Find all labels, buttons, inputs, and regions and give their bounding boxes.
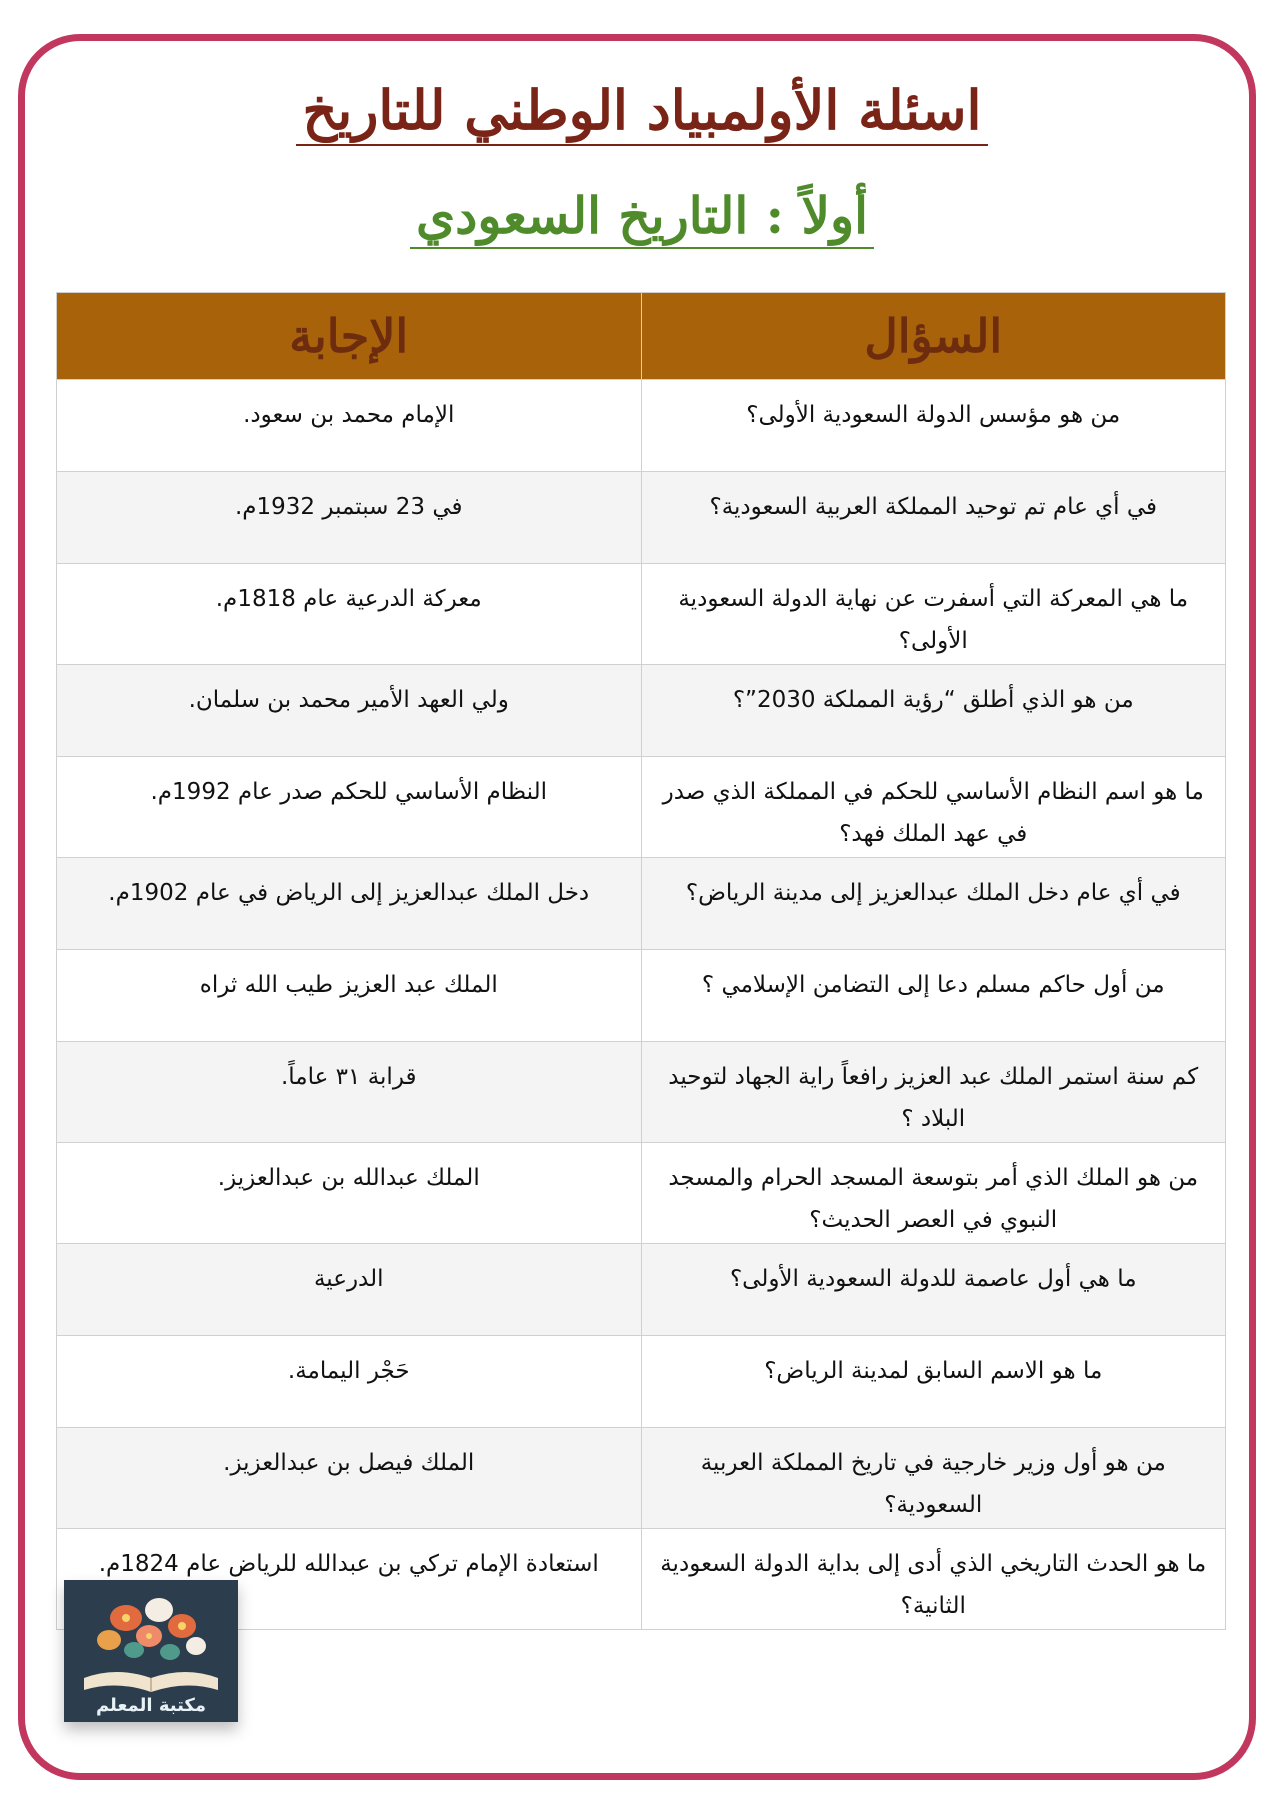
section-title <box>0 186 1284 245</box>
qa-table <box>56 292 1226 1630</box>
answer-cell: الملك فيصل بن عبدالعزيز. <box>57 1428 642 1529</box>
question-cell: من هو الملك الذي أمر بتوسعة المسجد الحرام والمسجد النبوي في العصر الحديث؟ <box>641 1143 1226 1244</box>
answer-cell: حَجْر اليمامة. <box>57 1336 642 1428</box>
question-cell: كم سنة استمر الملك عبد العزيز رافعاً راية الجهاد لتوحيد البلاد ؟ <box>641 1042 1226 1143</box>
answer-cell: الملك عبدالله بن عبدالعزيز. <box>57 1143 642 1244</box>
answer-cell: ولي العهد الأمير محمد بن سلمان. <box>57 665 642 757</box>
table-row <box>57 472 1226 564</box>
question-cell: من هو مؤسس الدولة السعودية الأولى؟ <box>641 380 1226 472</box>
table-row <box>57 1143 1226 1244</box>
page-title-text: اسئلة الأولمبياد الوطني للتاريخ <box>296 78 987 146</box>
question-cell: ما هي أول عاصمة للدولة السعودية الأولى؟ <box>641 1244 1226 1336</box>
table-header-row <box>57 293 1226 380</box>
table-row <box>57 757 1226 858</box>
answer-cell: معركة الدرعية عام 1818م. <box>57 564 642 665</box>
page-title <box>0 78 1284 142</box>
answer-cell: قرابة ٣١ عاماً. <box>57 1042 642 1143</box>
answer-cell: الملك عبد العزيز طيب الله ثراه <box>57 950 642 1042</box>
question-cell: من هو أول وزير خارجية في تاريخ المملكة العربية السعودية؟ <box>641 1428 1226 1529</box>
table-row <box>57 665 1226 757</box>
table-row <box>57 1042 1226 1143</box>
section-title-text: أولاً : التاريخ السعودي <box>410 186 874 249</box>
question-header: السؤال <box>641 293 1226 380</box>
table-row <box>57 1336 1226 1428</box>
question-cell: من أول حاكم مسلم دعا إلى التضامن الإسلامي ؟ <box>641 950 1226 1042</box>
question-cell: ما هو الحدث التاريخي الذي أدى إلى بداية الدولة السعودية الثانية؟ <box>641 1529 1226 1630</box>
question-cell: في أي عام دخل الملك عبدالعزيز إلى مدينة الرياض؟ <box>641 858 1226 950</box>
question-cell: في أي عام تم توحيد المملكة العربية السعودية؟ <box>641 472 1226 564</box>
answer-cell: الدرعية <box>57 1244 642 1336</box>
table-row <box>57 1428 1226 1529</box>
answer-cell: الإمام محمد بن سعود. <box>57 380 642 472</box>
answer-cell: دخل الملك عبدالعزيز إلى الرياض في عام 1902م. <box>57 858 642 950</box>
table-row <box>57 950 1226 1042</box>
table-row <box>57 380 1226 472</box>
table-row <box>57 564 1226 665</box>
library-logo <box>64 1580 238 1722</box>
answer-cell: استعادة الإمام تركي بن عبدالله للرياض عام 1824م. <box>57 1529 642 1630</box>
question-cell: ما هو الاسم السابق لمدينة الرياض؟ <box>641 1336 1226 1428</box>
table-row <box>57 858 1226 950</box>
answer-cell: النظام الأساسي للحكم صدر عام 1992م. <box>57 757 642 858</box>
table-row <box>57 1244 1226 1336</box>
question-cell: ما هو اسم النظام الأساسي للحكم في المملكة الذي صدر في عهد الملك فهد؟ <box>641 757 1226 858</box>
question-cell: من هو الذي أطلق “رؤية المملكة 2030”؟ <box>641 665 1226 757</box>
answer-header: الإجابة <box>57 293 642 380</box>
library-logo-text: مكتبة المعلم <box>95 1695 207 1716</box>
question-cell: ما هي المعركة التي أسفرت عن نهاية الدولة السعودية الأولى؟ <box>641 564 1226 665</box>
answer-cell: في 23 سبتمبر 1932م. <box>57 472 642 564</box>
